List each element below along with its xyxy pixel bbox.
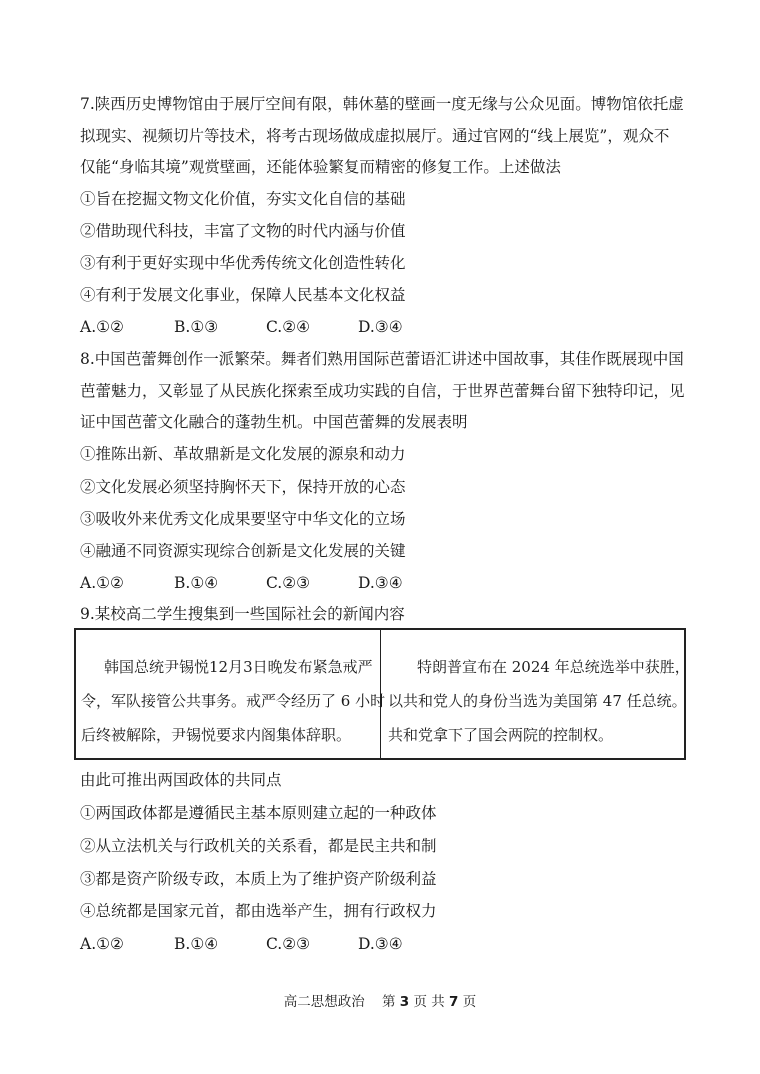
q8-item-1: ①推陈出新、革故鼎新是文化发展的源泉和动力 bbox=[80, 445, 406, 463]
q8-options bbox=[80, 573, 403, 593]
q9-stem: 9.某校高二学生搜集到一些国际社会的新闻内容 bbox=[80, 605, 405, 623]
q8-option-d: D.③④ bbox=[358, 574, 403, 592]
page-footer bbox=[0, 990, 760, 1010]
q9-option-a: A.①② bbox=[80, 935, 124, 953]
q8-option-a: A.①② bbox=[80, 574, 124, 592]
q7-item-3: ③有利于更好实现中华优秀传统文化创造性转化 bbox=[80, 254, 406, 272]
q9-options bbox=[80, 934, 403, 954]
q9-item-4: ④总统都是国家元首，都由选举产生，拥有行政权力 bbox=[80, 902, 437, 920]
news-usa-line-2: 以共和党人的身份当选为美国第 47 任总统。 bbox=[388, 692, 687, 710]
footer-page-number: 3 bbox=[399, 994, 410, 1010]
news-korea-line-1: 韩国总统尹锡悦12月3日晚发布紧急戒严 bbox=[104, 658, 373, 676]
q7-options bbox=[80, 317, 403, 337]
q7-stem-line-1: 7.陕西历史博物馆由于展厅空间有限，韩休墓的壁画一度无缘与公众见面。博物馆依托虚 bbox=[80, 95, 684, 113]
news-usa-line-3: 共和党拿下了国会两院的控制权。 bbox=[388, 726, 614, 744]
q9-item-3: ③都是资产阶级专政，本质上为了维护资产阶级利益 bbox=[80, 870, 437, 888]
q7-stem-line-2: 拟现实、视频切片等技术，将考古现场做成虚拟展厅。通过官网的“线上展览”，观众不 bbox=[80, 127, 670, 145]
q8-stem-line-2: 芭蕾魅力，又彰显了从民族化探索至成功实践的自信，于世界芭蕾舞台留下独特印记，见 bbox=[80, 382, 685, 400]
footer-page-mid: 页 共 bbox=[413, 994, 445, 1010]
q8-item-2: ②文化发展必须坚持胸怀天下，保持开放的心态 bbox=[80, 478, 406, 496]
news-korea-line-2: 令，军队接管公共事务。戒严令经历了 6 小时 bbox=[81, 692, 386, 710]
q8-item-3: ③吸收外来优秀文化成果要坚守中华文化的立场 bbox=[80, 510, 406, 528]
news-korea-cell bbox=[75, 629, 386, 759]
q9-option-b: B.①④ bbox=[174, 935, 219, 953]
q7-item-1: ①旨在挖掘文物文化价值，夯实文化自信的基础 bbox=[80, 190, 406, 208]
q7-item-4: ④有利于发展文化事业，保障人民基本文化权益 bbox=[80, 286, 406, 304]
q7-stem-line-3: 仅能“身临其境”观赏壁画，还能体验繁复而精密的修复工作。上述做法 bbox=[80, 158, 561, 176]
news-usa-line-1: 特朗普宣布在 2024 年总统选举中获胜， bbox=[417, 658, 690, 676]
footer-total-pages: 7 bbox=[449, 994, 459, 1010]
q8-option-c: C.②③ bbox=[266, 574, 311, 592]
q9-question: 由此可推出两国政体的共同点 bbox=[80, 771, 282, 789]
q9-item-2: ②从立法机关与行政机关的关系看，都是民主共和制 bbox=[80, 837, 437, 855]
footer-page-suffix: 页 bbox=[462, 994, 477, 1010]
footer-subject: 高二思想政治 bbox=[283, 994, 365, 1010]
q8-item-4: ④融通不同资源实现综合创新是文化发展的关键 bbox=[80, 542, 406, 560]
q7-option-c: C.②④ bbox=[266, 318, 311, 336]
q9-option-d: D.③④ bbox=[358, 935, 403, 953]
q7-option-a: A.①② bbox=[80, 318, 124, 336]
q8-stem-line-1: 8.中国芭蕾舞创作一派繁荣。舞者们熟用国际芭蕾语汇讲述中国故事，其佳作既展现中国 bbox=[80, 350, 684, 368]
news-usa-cell bbox=[381, 629, 690, 759]
q7-option-d: D.③④ bbox=[358, 318, 403, 336]
news-korea-line-3: 后终被解除，尹锡悦要求内阁集体辞职。 bbox=[81, 726, 352, 744]
q8-option-b: B.①④ bbox=[174, 574, 219, 592]
q9-item-1: ①两国政体都是遵循民主基本原则建立起的一种政体 bbox=[80, 804, 437, 822]
footer-page-prefix: 第 bbox=[381, 994, 396, 1010]
q8-stem-line-3: 证中国芭蕾文化融合的蓬勃生机。中国芭蕾舞的发展表明 bbox=[80, 413, 468, 431]
news-table bbox=[74, 628, 690, 760]
q7-option-b: B.①③ bbox=[174, 318, 219, 336]
q7-item-2: ②借助现代科技，丰富了文物的时代内涵与价值 bbox=[80, 222, 406, 240]
q9-option-c: C.②③ bbox=[266, 935, 311, 953]
